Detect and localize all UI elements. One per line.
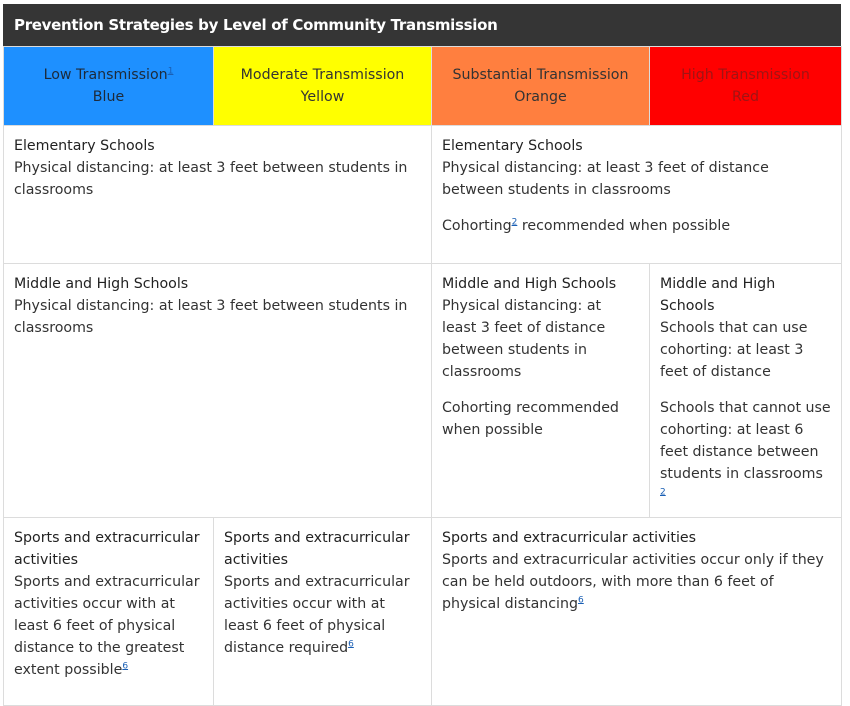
cell-heading: Sports and extracurricular activities [442, 530, 697, 546]
cell-text [14, 571, 203, 681]
cohorting-note [442, 215, 831, 237]
cell-heading: Middle and High Schools [660, 276, 776, 314]
middle-low-moderate-cell [4, 264, 432, 518]
footnote-6-link[interactable]: 6 [122, 661, 129, 672]
cohorting-word: Cohorting [442, 218, 512, 234]
cohorting-rest: recommended when possible [517, 218, 731, 234]
cell-text-2: Cohorting recommended when possible [442, 400, 619, 438]
sports-low-cell [4, 518, 214, 706]
level-moderate-header [214, 47, 432, 126]
footnote-2-link[interactable]: 2 [660, 487, 666, 498]
cell-heading: Sports and extracurricular activities [14, 530, 200, 568]
middle-substantial-cell [432, 264, 650, 518]
middle-high-cell [650, 264, 842, 518]
cell-heading: Elementary Schools [442, 138, 583, 154]
footnote-6-link[interactable]: 6 [348, 639, 354, 650]
cell-heading: Middle and High Schools [14, 276, 189, 292]
level-low-name: Low Transmission [43, 67, 168, 83]
footnote-1-link[interactable]: 1 [167, 66, 174, 77]
level-header-row [4, 47, 842, 126]
level-moderate-color: Yellow [300, 89, 345, 105]
cell-text-2-body: Schools that cannot use cohorting: at least 6 feet distance between students in classrooms [660, 400, 831, 482]
strategies-table [3, 46, 842, 706]
elementary-substantial-high-cell [432, 126, 842, 264]
cell-text-2 [660, 397, 831, 507]
cell-text: Physical distancing: at least 3 feet of distance between students in classrooms [442, 160, 769, 198]
cell-heading: Elementary Schools [14, 138, 155, 154]
level-high-name: High Transmission [681, 67, 810, 83]
level-substantial-name: Substantial Transmission [452, 67, 629, 83]
cell-text [442, 549, 831, 615]
sports-substantial-high-cell [432, 518, 842, 706]
cell-heading: Sports and extracurricular activities [224, 530, 410, 568]
cell-text-body: Sports and extracurricular activities occur with at least 6 feet of physical distance required [224, 574, 410, 656]
cell-heading: Middle and High Schools [442, 276, 617, 292]
sports-row [4, 518, 842, 706]
level-substantial-header [432, 47, 650, 126]
middle-high-row [4, 264, 842, 518]
cell-text-body: Sports and extracurricular activities occur with at least 6 feet of physical distance to the greatest extent possible [14, 574, 200, 678]
level-high-color: Red [732, 89, 759, 105]
elementary-low-moderate-cell [4, 126, 432, 264]
level-low-header [4, 47, 214, 126]
table-title: Prevention Strategies by Level of Community Transmission [3, 4, 841, 46]
cell-text: Physical distancing: at least 3 feet between students in classrooms [14, 298, 408, 336]
level-substantial-color: Orange [514, 89, 567, 105]
strategies-table-container [3, 4, 841, 706]
cell-text [224, 571, 421, 659]
level-high-header [650, 47, 842, 126]
level-moderate-name: Moderate Transmission [240, 67, 405, 83]
cell-text: Physical distancing: at least 3 feet of distance between students in classrooms [442, 298, 606, 380]
sports-moderate-cell [214, 518, 432, 706]
cell-text: Schools that can use cohorting: at least 3 feet of distance [660, 320, 808, 380]
cell-text-body: Sports and extracurricular activities occur only if they can be held outdoors, with more than 6 feet of physical distancing [442, 552, 824, 612]
cell-text: Physical distancing: at least 3 feet between students in classrooms [14, 160, 408, 198]
elementary-row [4, 126, 842, 264]
level-low-color: Blue [92, 89, 125, 105]
footnote-6-link[interactable]: 6 [578, 595, 584, 606]
footnote-2-link[interactable]: 2 [511, 217, 518, 228]
